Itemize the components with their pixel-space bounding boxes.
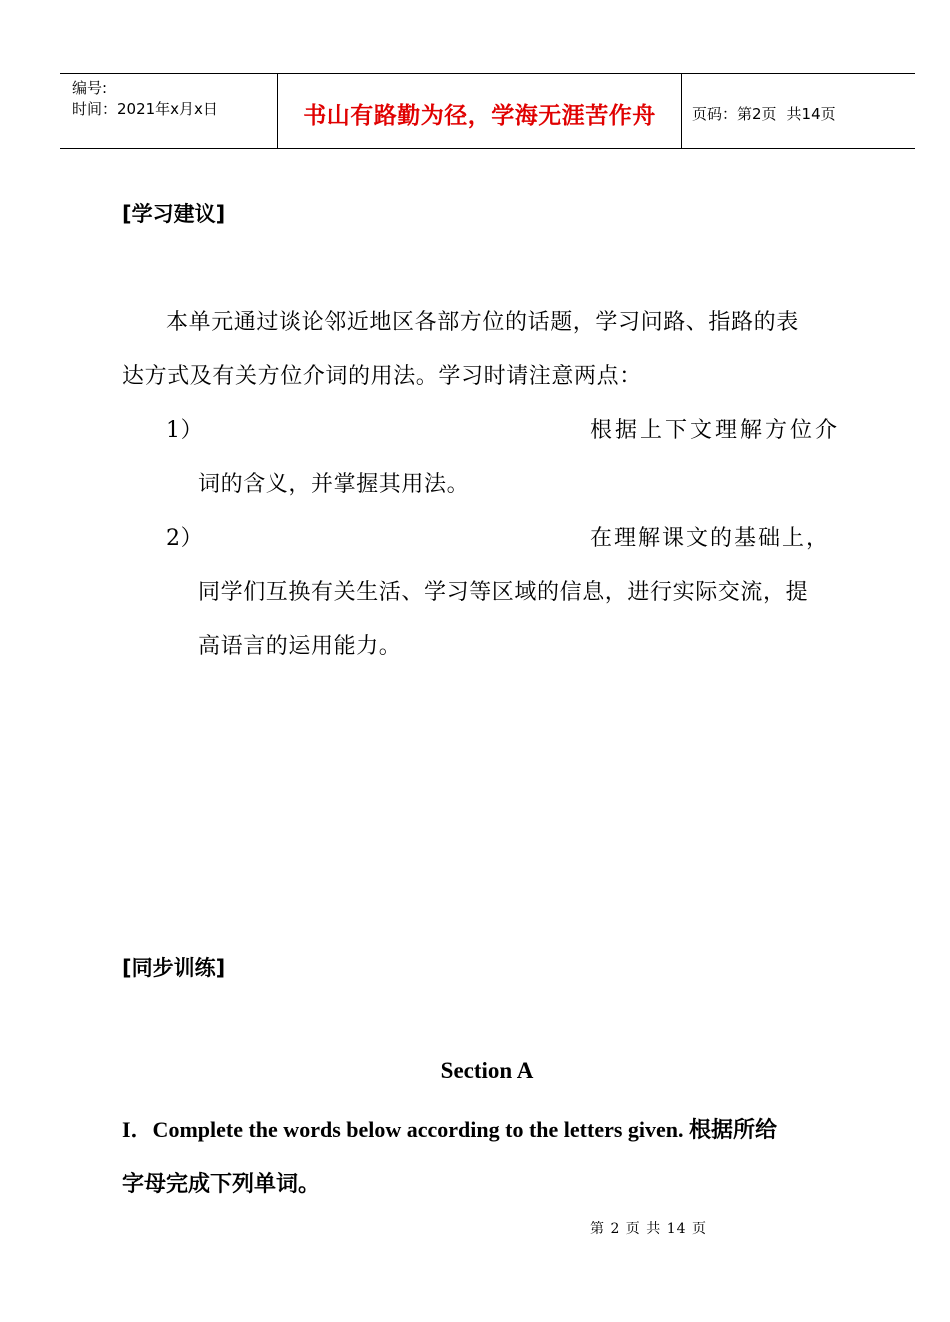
page-footer: 第 2 页 共 14 页 xyxy=(590,1221,707,1237)
sync-training-heading: [同步训练] xyxy=(122,956,226,980)
task-instruction-line-1: I．Complete the words below according to the letters given. 根据所给 xyxy=(122,1117,778,1142)
page-label: 页码：第2页 xyxy=(692,104,777,123)
page-header xyxy=(60,73,915,149)
item-1-line-1: 根据上下文理解方位介 xyxy=(590,418,841,443)
item-2-line-3: 高语言的运用能力。 xyxy=(198,634,402,659)
intro-line-1: 本单元通过谈论邻近地区各部方位的话题，学习问路、指路的表 xyxy=(166,310,799,335)
task-instruction-line-2: 字母完成下列单词。 xyxy=(122,1171,321,1196)
item-1-number: 1） xyxy=(166,418,204,443)
header-meta xyxy=(60,74,278,148)
item-1-line-2: 词的含义，并掌握其用法。 xyxy=(198,472,470,497)
number-label: 编号: xyxy=(72,79,108,97)
time-label: 时间：2021年x月x日 xyxy=(72,100,218,118)
item-2-line-1: 在理解课文的基础上， xyxy=(590,526,831,551)
section-a-title: Section A xyxy=(440,1058,534,1083)
motto-text: 书山有路勤为径，学海无涯苦作舟 xyxy=(303,101,656,129)
item-2-number: 2） xyxy=(166,526,204,551)
header-page-info xyxy=(682,74,915,148)
intro-line-2: 达方式及有关方位介词的用法。学习时请注意两点： xyxy=(122,364,642,389)
total-label: 共14页 xyxy=(786,104,836,123)
item-2-line-2: 同学们互换有关生活、学习等区域的信息，进行实际交流，提 xyxy=(198,580,809,605)
study-advice-heading: [学习建议] xyxy=(122,202,226,226)
header-motto-cell xyxy=(278,74,682,148)
